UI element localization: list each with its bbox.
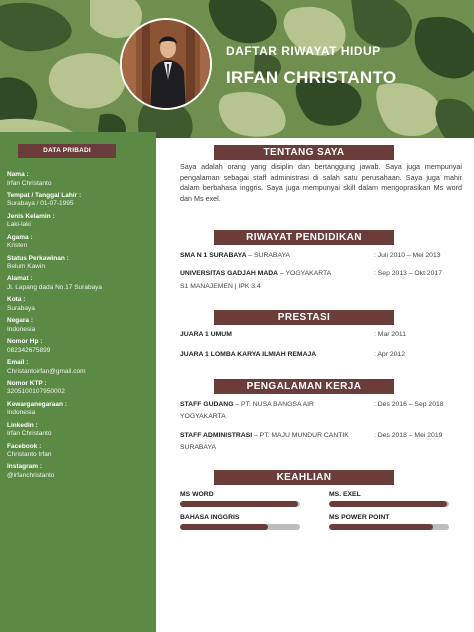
personal-data-item bbox=[7, 359, 152, 380]
field-value: Christanto Irfan bbox=[7, 451, 52, 459]
personal-data-item bbox=[7, 213, 152, 234]
school-name: UNIVERSITAS GADJAH MADA bbox=[180, 270, 279, 277]
personal-data-item bbox=[7, 171, 152, 192]
skill-bar-track bbox=[329, 501, 449, 507]
school-city: – YOGYAKARTA bbox=[278, 270, 332, 277]
field-label: Jenis Kelamin : bbox=[7, 212, 55, 220]
job-city: SURABAYA bbox=[180, 444, 217, 451]
field-value: Christantoirfan@gmail.com bbox=[7, 367, 86, 375]
about-section-title: TENTANG SAYA bbox=[214, 145, 394, 160]
person-name: IRFAN CHRISTANTO bbox=[226, 68, 397, 87]
education-entry-date: : Sep 2013 – Okt 2017 bbox=[374, 270, 443, 277]
job-role: STAFF GUDANG bbox=[180, 401, 234, 408]
sidebar-heading: DATA PRIBADI bbox=[18, 144, 116, 158]
school-name: SMA N 1 SURABAYA bbox=[180, 252, 247, 259]
skill-item bbox=[180, 514, 300, 530]
personal-data-item bbox=[7, 338, 152, 359]
education-entry-name bbox=[180, 268, 331, 279]
education-entry-date: : Juli 2010 – Mei 2013 bbox=[374, 252, 441, 259]
experience-section-title: PENGALAMAN KERJA bbox=[214, 379, 394, 394]
skill-name: MS WORD bbox=[180, 491, 214, 498]
skill-name: BAHASA INGGRIS bbox=[180, 514, 240, 521]
education-section-title: RIWAYAT PENDIDIKAN bbox=[214, 230, 394, 245]
field-value: Irfan Christanto bbox=[7, 179, 52, 187]
personal-data-item bbox=[7, 401, 152, 422]
field-value: Surabaya bbox=[7, 304, 35, 312]
skill-bar-track bbox=[180, 501, 300, 507]
field-label: Instagram : bbox=[7, 463, 43, 471]
school-city: – SURABAYA bbox=[246, 252, 291, 259]
field-label: LinkedIn : bbox=[7, 421, 38, 429]
skill-name: MS. EXEL bbox=[329, 491, 361, 498]
skill-bar-fill bbox=[329, 524, 433, 530]
personal-data-list bbox=[7, 171, 152, 484]
skill-name: MS POWER POINT bbox=[329, 514, 390, 521]
personal-data-item bbox=[7, 443, 152, 464]
job-title bbox=[180, 399, 314, 410]
skill-bar-fill bbox=[329, 501, 447, 507]
achievement-name: JUARA 1 UMUM bbox=[180, 331, 232, 338]
job-company: – PT. MAJU MUNDUR CANTIK bbox=[252, 432, 349, 439]
skill-item bbox=[329, 514, 449, 530]
job-date: : Des 2016 – Sep 2018 bbox=[374, 401, 444, 408]
personal-data-item bbox=[7, 255, 152, 276]
personal-data-item bbox=[7, 463, 152, 484]
achievements-section-title: PRESTASI bbox=[214, 310, 394, 325]
field-label: Status Perkawinan : bbox=[7, 254, 69, 262]
field-label: Email : bbox=[7, 359, 29, 367]
skill-bar-track bbox=[180, 524, 300, 530]
skill-bar-fill bbox=[180, 524, 268, 530]
job-company: – PT. NUSA BANGSA AIR bbox=[233, 401, 314, 408]
achievement-name: JUARA 1 LOMBA KARYA ILMIAH REMAJA bbox=[180, 351, 317, 358]
field-value: @irfanchristanto bbox=[7, 471, 55, 479]
field-value: Jl. Lapang dada No.17 Surabaya bbox=[7, 283, 103, 291]
field-label: Nomor KTP : bbox=[7, 379, 47, 387]
field-label: Nama : bbox=[7, 171, 29, 178]
personal-data-item bbox=[7, 317, 152, 338]
education-entry-detail: S1 MANAJEMEN | IPK 3.4 bbox=[180, 283, 261, 290]
skill-bar-fill bbox=[180, 501, 298, 507]
profile-photo bbox=[120, 18, 212, 110]
personal-data-item bbox=[7, 380, 152, 401]
field-label: Alamat : bbox=[7, 275, 33, 283]
field-value: 3205100107950002 bbox=[7, 388, 65, 396]
personal-data-sidebar bbox=[0, 132, 156, 632]
skill-bar-track bbox=[329, 524, 449, 530]
achievement-date: : Mar 2011 bbox=[374, 331, 406, 338]
header-title-block bbox=[226, 44, 396, 88]
skill-item bbox=[329, 491, 449, 507]
field-label: Tempat / Tanggal Lahir : bbox=[7, 191, 82, 199]
job-title bbox=[180, 430, 349, 441]
skill-item bbox=[180, 491, 300, 507]
skills-section-title: KEAHLIAN bbox=[214, 470, 394, 485]
about-paragraph: Saya adalah orang yang disiplin dan bertanggung jawab. Saya juga mempunyai pengalaman sebagai staff administrasi di salah satu perusahaan. Saya juga mahir dalam berbahasa inggris. Saya juga mempunyai skill dalam mengoprasikan Ms word dan Ms exel. bbox=[180, 162, 462, 203]
field-label: Negara : bbox=[7, 317, 34, 325]
field-value: Surabaya / 01-07-1995 bbox=[7, 200, 74, 208]
field-value: Indonesia bbox=[7, 325, 36, 333]
job-date: : Des 2018 – Mei 2019 bbox=[374, 432, 443, 439]
personal-data-item bbox=[7, 422, 152, 443]
personal-data-item bbox=[7, 296, 152, 317]
job-role: STAFF ADMINISTRASI bbox=[180, 432, 253, 439]
field-value: Irfan Christanto bbox=[7, 430, 52, 438]
field-label: Facebook : bbox=[7, 442, 42, 450]
field-label: Agama : bbox=[7, 233, 33, 241]
field-value: Indonesia bbox=[7, 409, 36, 417]
field-label: Nomor Hp : bbox=[7, 338, 43, 346]
field-value: 082342675899 bbox=[7, 346, 51, 354]
field-value: Belum Kawin bbox=[7, 263, 45, 271]
job-city: YOGYAKARTA bbox=[180, 413, 226, 420]
personal-data-item bbox=[7, 275, 152, 296]
field-label: Kewarganegaraan : bbox=[7, 400, 67, 408]
personal-data-item bbox=[7, 192, 152, 213]
field-value: Laki-laki bbox=[7, 221, 31, 229]
document-subtitle: DAFTAR RIWAYAT HIDUP bbox=[226, 44, 381, 58]
field-value: Kristen bbox=[7, 242, 28, 250]
education-entry-name bbox=[180, 250, 290, 261]
personal-data-item bbox=[7, 234, 152, 255]
field-label: Kota : bbox=[7, 296, 26, 304]
achievement-date: : Apr 2012 bbox=[374, 351, 405, 358]
